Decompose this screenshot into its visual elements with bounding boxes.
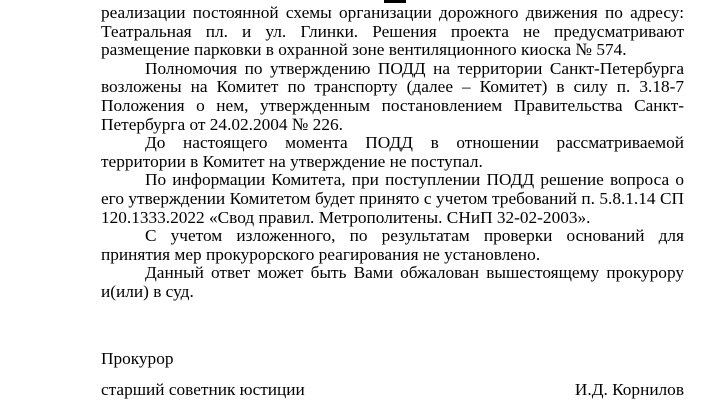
paragraph-conclusion: С учетом изложенного, по результатам проверки оснований для принятия мер прокурорского реагирования не установлено. (101, 226, 684, 264)
signature-name: И.Д. Корнилов (574, 380, 684, 399)
signature-rank: старший советник юстиции (101, 380, 305, 399)
paragraph-appeal: Данный ответ может быть Вами обжалован вышестоящему прокурору и(или) в суд. (101, 263, 684, 301)
paragraph-continuation: реализации постоянной схемы организации дорожного движения по адресу: Театральная пл. и ул. Глинки. Решения проекта не предусматривают размещение парковки в охранной зоне вентиляционного киоска № 574. (101, 3, 684, 60)
letter-body (101, 4, 684, 302)
signature-title: Прокурор (101, 349, 174, 368)
paragraph-authority: Полномочия по утверждению ПОДД на территории Санкт-Петербурга возложены на Комитет по транспорту (далее – Комитет) в силу п. 3.18-7 Положения о нем, утвержденным постановлением Правительства Санкт-Петербурга от 24.02.2004 № 226. (101, 58, 684, 134)
paragraph-status: До настоящего момента ПОДД в отношении рассматриваемой территории в Комитет на утверждение не поступал. (101, 133, 684, 171)
paragraph-committee-info: По информации Комитета, при поступлении ПОДД решение вопроса о его утверждении Комитетом будет принято с учетом требований п. 5.8.1.14 СП 120.1333.2022 «Свод правил. Метрополитены. СНиП 32-02-2003». (101, 170, 684, 227)
